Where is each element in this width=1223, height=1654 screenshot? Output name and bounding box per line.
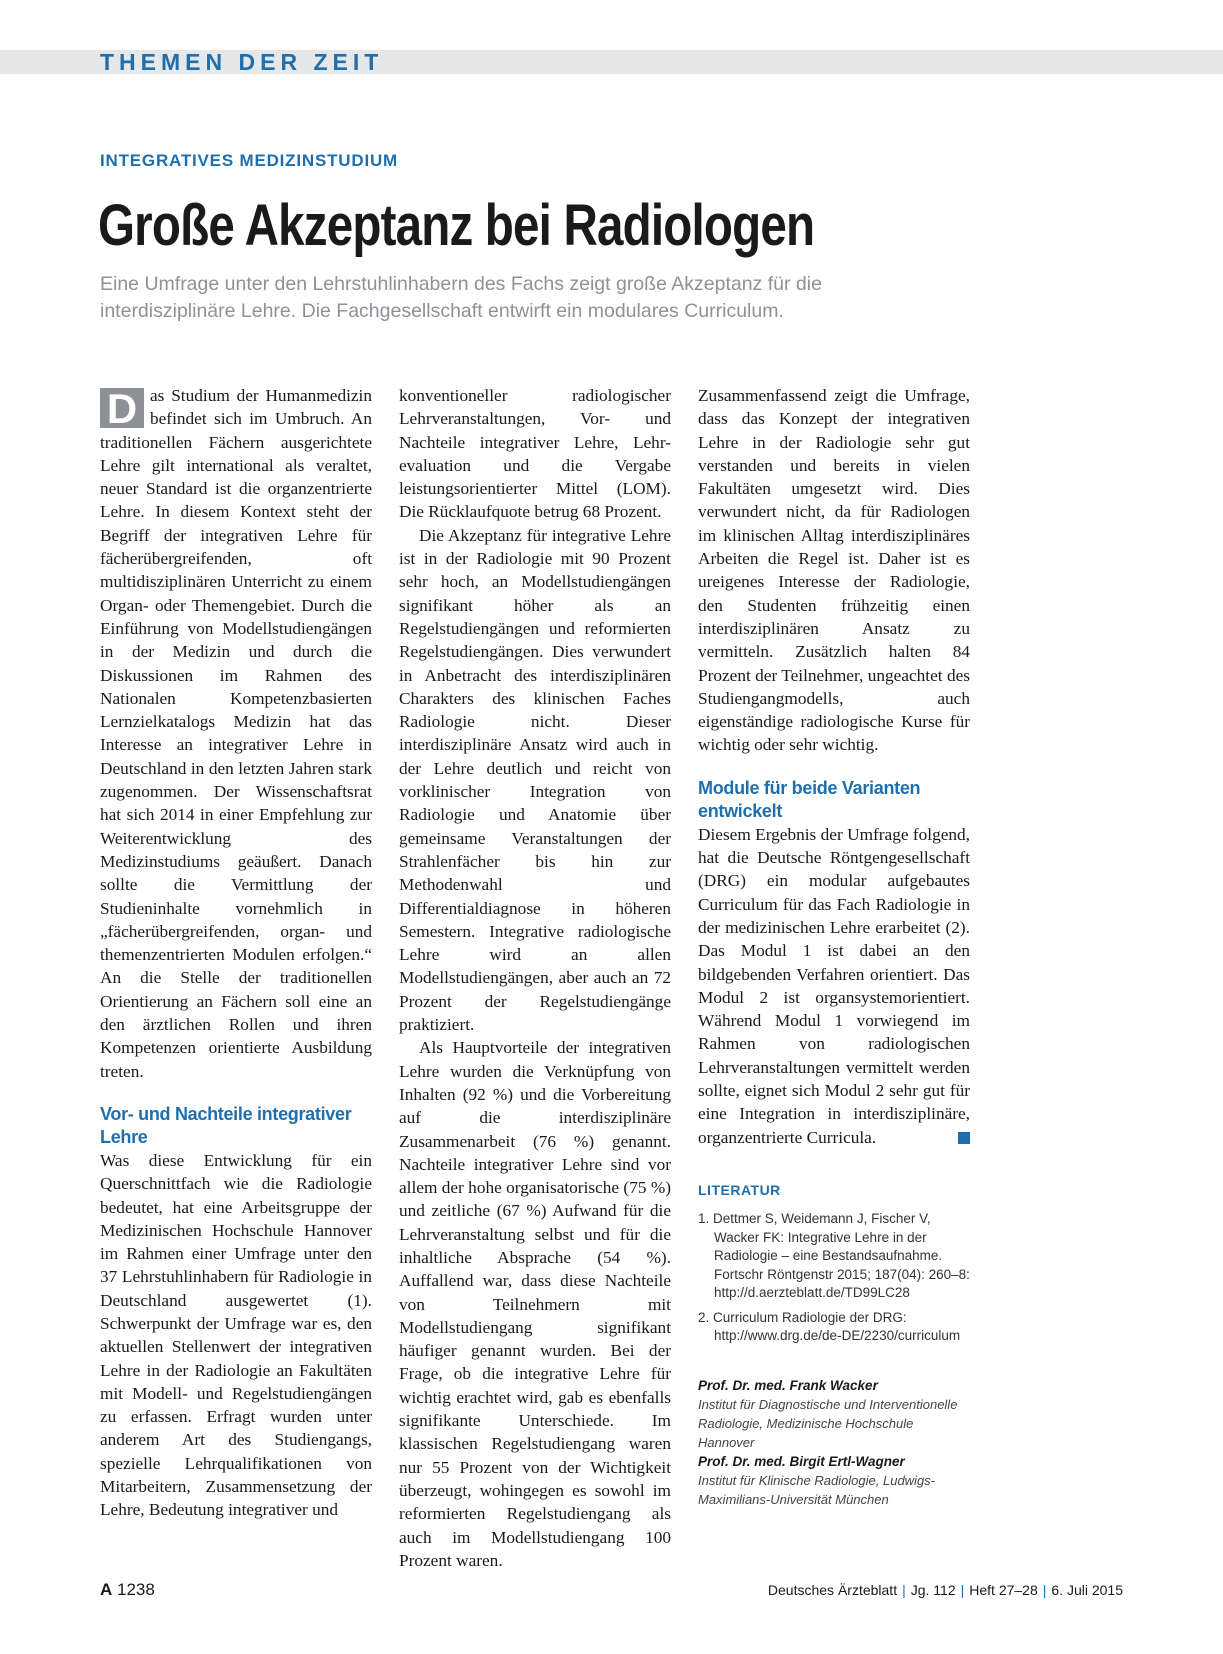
paragraph: Als Hauptvorteile der integrativen Lehre wurden die Verknüpfung von Inhalten (92 %) und die Vorbereitung auf die interdisziplinäre Zusammenarbeit (76 %) genannt. Nachteile integrativer Lehre sind vor allem der hohe organisatorische (75 %) und zeitliche (67 %) Aufwand für die Lehrveranstaltung selbst und für die inhaltliche Absprache (54 %). Auffallend war, dass diese Nachteile von Teilnehmern mit Modellstudiengang signifikant häufiger genannt wurden. Bei der Frage, ob die integrative Lehre für wichtig erachtet wird, gab es ebenfalls signifikante Unterschiede. Im klassischen Regelstudiengang waren nur 55 Prozent von der Wichtigkeit überzeugt, wohingegen es sowohl im reformierten Regelstudiengang als auch im Modellstudiengang 100 Prozent waren. bbox=[399, 1038, 671, 1570]
section-label: THEMEN DER ZEIT bbox=[100, 49, 384, 75]
literature-item: 1. Dettmer S, Weidemann J, Fischer V, Wacker FK: Integrative Lehre in der Radiologie – eine Bestandsaufnahme. Fortschr Röntgenstr 2015; 187(04): 260–8: http://d.aerzteblatt.de/TD99LC28 bbox=[698, 1211, 970, 1301]
journal-info: Deutsches Ärzteblatt | Jg. 112 | Heft 27–28 | 6. Juli 2015 bbox=[767, 1582, 1123, 1598]
end-mark-icon bbox=[958, 1132, 970, 1144]
author-block bbox=[698, 1376, 970, 1509]
column-2 bbox=[399, 384, 671, 1572]
literature-list bbox=[698, 1210, 970, 1346]
paragraph: as Studium der Humanmedizin befindet sich im Umbruch. An traditionellen Fächern ausgerichtete Lehre gilt international als veraltet, neuer Standard ist die organzentrierte Lehre. In diesem Kontext steht der Begriff der integrativen Lehre für fächerübergreifenden, oft multidisziplinären Unterricht zu einem Organ- oder Themengebiet. Durch die Einführung von Modellstudiengängen in der Medizin und durch die Diskussionen im Rahmen des Nationalen Kompetenzbasierten Lernzielkatalogs Medizin hat das Interesse an integrativer Lehre in Deutschland in den letzten Jahren stark zugenommen. Der Wissenschaftsrat hat sich 2014 in einer Empfehlung zur Weiterentwicklung des Medizinstudiums geäußert. Danach sollte die Vermittlung der Studieninhalte vornehmlich in „fächerübergreifenden, organ- und themenzentrierten Modulen erfolgen.“ An die Stelle der traditionellen Orientierung an Fächern soll eine an den ärztlichen Rollen und ihren Kompetenzen orientierte Ausbildung treten. bbox=[100, 386, 372, 1081]
paragraph-text: Diesem Ergebnis der Umfrage folgend, hat die Deutsche Röntgengesellschaft (DRG) ein modular aufgebautes Curriculum für das Fach Radiologie in der medizinischen Lehre erarbeitet (2). Das Modul 1 ist dabei an den bildgebenden Verfahren orientiert. Das Modul 2 ist organsystemorientiert. Während Modul 1 vorwiegend im Rahmen von radiologischen Lehrveranstaltungen vermittelt werden sollte, eignet sich Modul 2 sehr gut für eine Integration in interdisziplinäre, organzentrierte Curricula. bbox=[698, 824, 970, 1147]
subheading: Vor- und Nachteile integrativer Lehre bbox=[100, 1103, 352, 1147]
journal-volume: Jg. 112 bbox=[910, 1582, 956, 1598]
paragraph: Was diese Entwicklung für ein Querschnittfach wie die Radiologie bedeutet, hat eine Arbeitsgruppe der Medizinischen Hochschule Hannover im Rahmen einer Umfrage unter den 37 Lehrstuhlinhabern für Radiologie in Deutschland ausgewertet (1). Schwerpunkt der Umfrage war es, den aktuellen Stellenwert der integrativen Lehre in der Radiologie an Fakultäten mit Modell- und Regelstudiengängen zu erfassen. Erfragt wurden unter anderem Art des Studiengangs, spezielle Lehrqualifikationen von Mitarbeitern, Zusammensetzung der Lehre, Bedeutung integrativer und bbox=[100, 1150, 372, 1520]
column-1 bbox=[100, 384, 372, 1522]
article-lead: Eine Umfrage unter den Lehrstuhlinhabern des Fachs zeigt große Akzeptanz für die interdisziplinäre Lehre. Die Fachgesellschaft entwirft ein modulares Curriculum. bbox=[100, 273, 822, 322]
author-institution: Institut für Diagnostische und Interventionelle Radiologie, Medizinische Hochschule Hannover bbox=[698, 1396, 958, 1450]
article-headline: Große Akzeptanz bei Radiologen bbox=[98, 193, 815, 258]
page-number bbox=[100, 1580, 155, 1600]
subheading: Module für beide Varianten entwickelt bbox=[698, 777, 921, 821]
article-kicker: INTEGRATIVES MEDIZINSTUDIUM bbox=[100, 151, 399, 170]
paragraph bbox=[698, 823, 970, 1149]
author-institution: Institut für Klinische Radiologie, Ludwigs-Maximilians-Universität München bbox=[698, 1472, 936, 1507]
literature-heading: LITERATUR bbox=[698, 1181, 781, 1198]
journal-issue: Heft 27–28 bbox=[969, 1582, 1038, 1598]
paragraph: konventioneller radiologischer Lehrveranstaltungen, Vor- und Nachteile integrativer Lehre, Lehr-evaluation und die Vergabe leistungsorientierter Mittel (LOM). Die Rücklaufquote betrug 68 Prozent. bbox=[399, 386, 671, 522]
author-name: Prof. Dr. med. Birgit Ertl-Wagner bbox=[698, 1453, 905, 1469]
journal-date: 6. Juli 2015 bbox=[1051, 1582, 1123, 1598]
literature-item: 2. Curriculum Radiologie der DRG: http://www.drg.de/de-DE/2230/curriculum bbox=[698, 1309, 961, 1344]
journal-name: Deutsches Ärzteblatt bbox=[767, 1582, 898, 1598]
page-number-value: 1238 bbox=[117, 1580, 155, 1599]
paragraph: Die Akzeptanz für integrative Lehre ist in der Radiologie mit 90 Prozent sehr hoch, an Modellstudiengängen signifikant höher als an Regelstudiengängen und reformierten Regelstudiengängen. Dies verwundert in Anbetracht des interdisziplinären Charakters des klinischen Faches Radiologie nicht. Dieser interdisziplinäre Ansatz wird auch in der Lehre deutlich und reicht von vorklinischer Integration von Radiologie und Anatomie über gemeinsame Veranstaltungen der Strahlenfächer bis hin zur Methodenwahl und Differentialdiagnose in höheren Semestern. Integrative radiologische Lehre wird an allen Modellstudiengängen, aber auch an 72 Prozent der Regelstudiengänge praktiziert. bbox=[399, 525, 671, 1035]
paragraph: Zusammenfassend zeigt die Umfrage, dass das Konzept der integrativen Lehre in der Radiologie sehr gut verstanden und bereits in vielen Fakultäten umgesetzt wird. Dies verwundert nicht, da für Radiologen im klinischen Alltag interdisziplinäres Arbeiten die Regel ist. Daher ist es ureigenes Interesse der Radiologie, den Studenten frühzeitig einen interdisziplinären Ansatz zu vermitteln. Zusätzlich halten 84 Prozent der Teilnehmer, ungeachtet des Studiengangmodells, auch eigenständige radiologische Kurse für wichtig oder sehr wichtig. bbox=[698, 386, 970, 755]
drop-cap: D bbox=[100, 388, 144, 428]
author-name: Prof. Dr. med. Frank Wacker bbox=[698, 1377, 878, 1393]
page-prefix: A bbox=[100, 1580, 113, 1599]
column-3 bbox=[698, 384, 970, 1509]
